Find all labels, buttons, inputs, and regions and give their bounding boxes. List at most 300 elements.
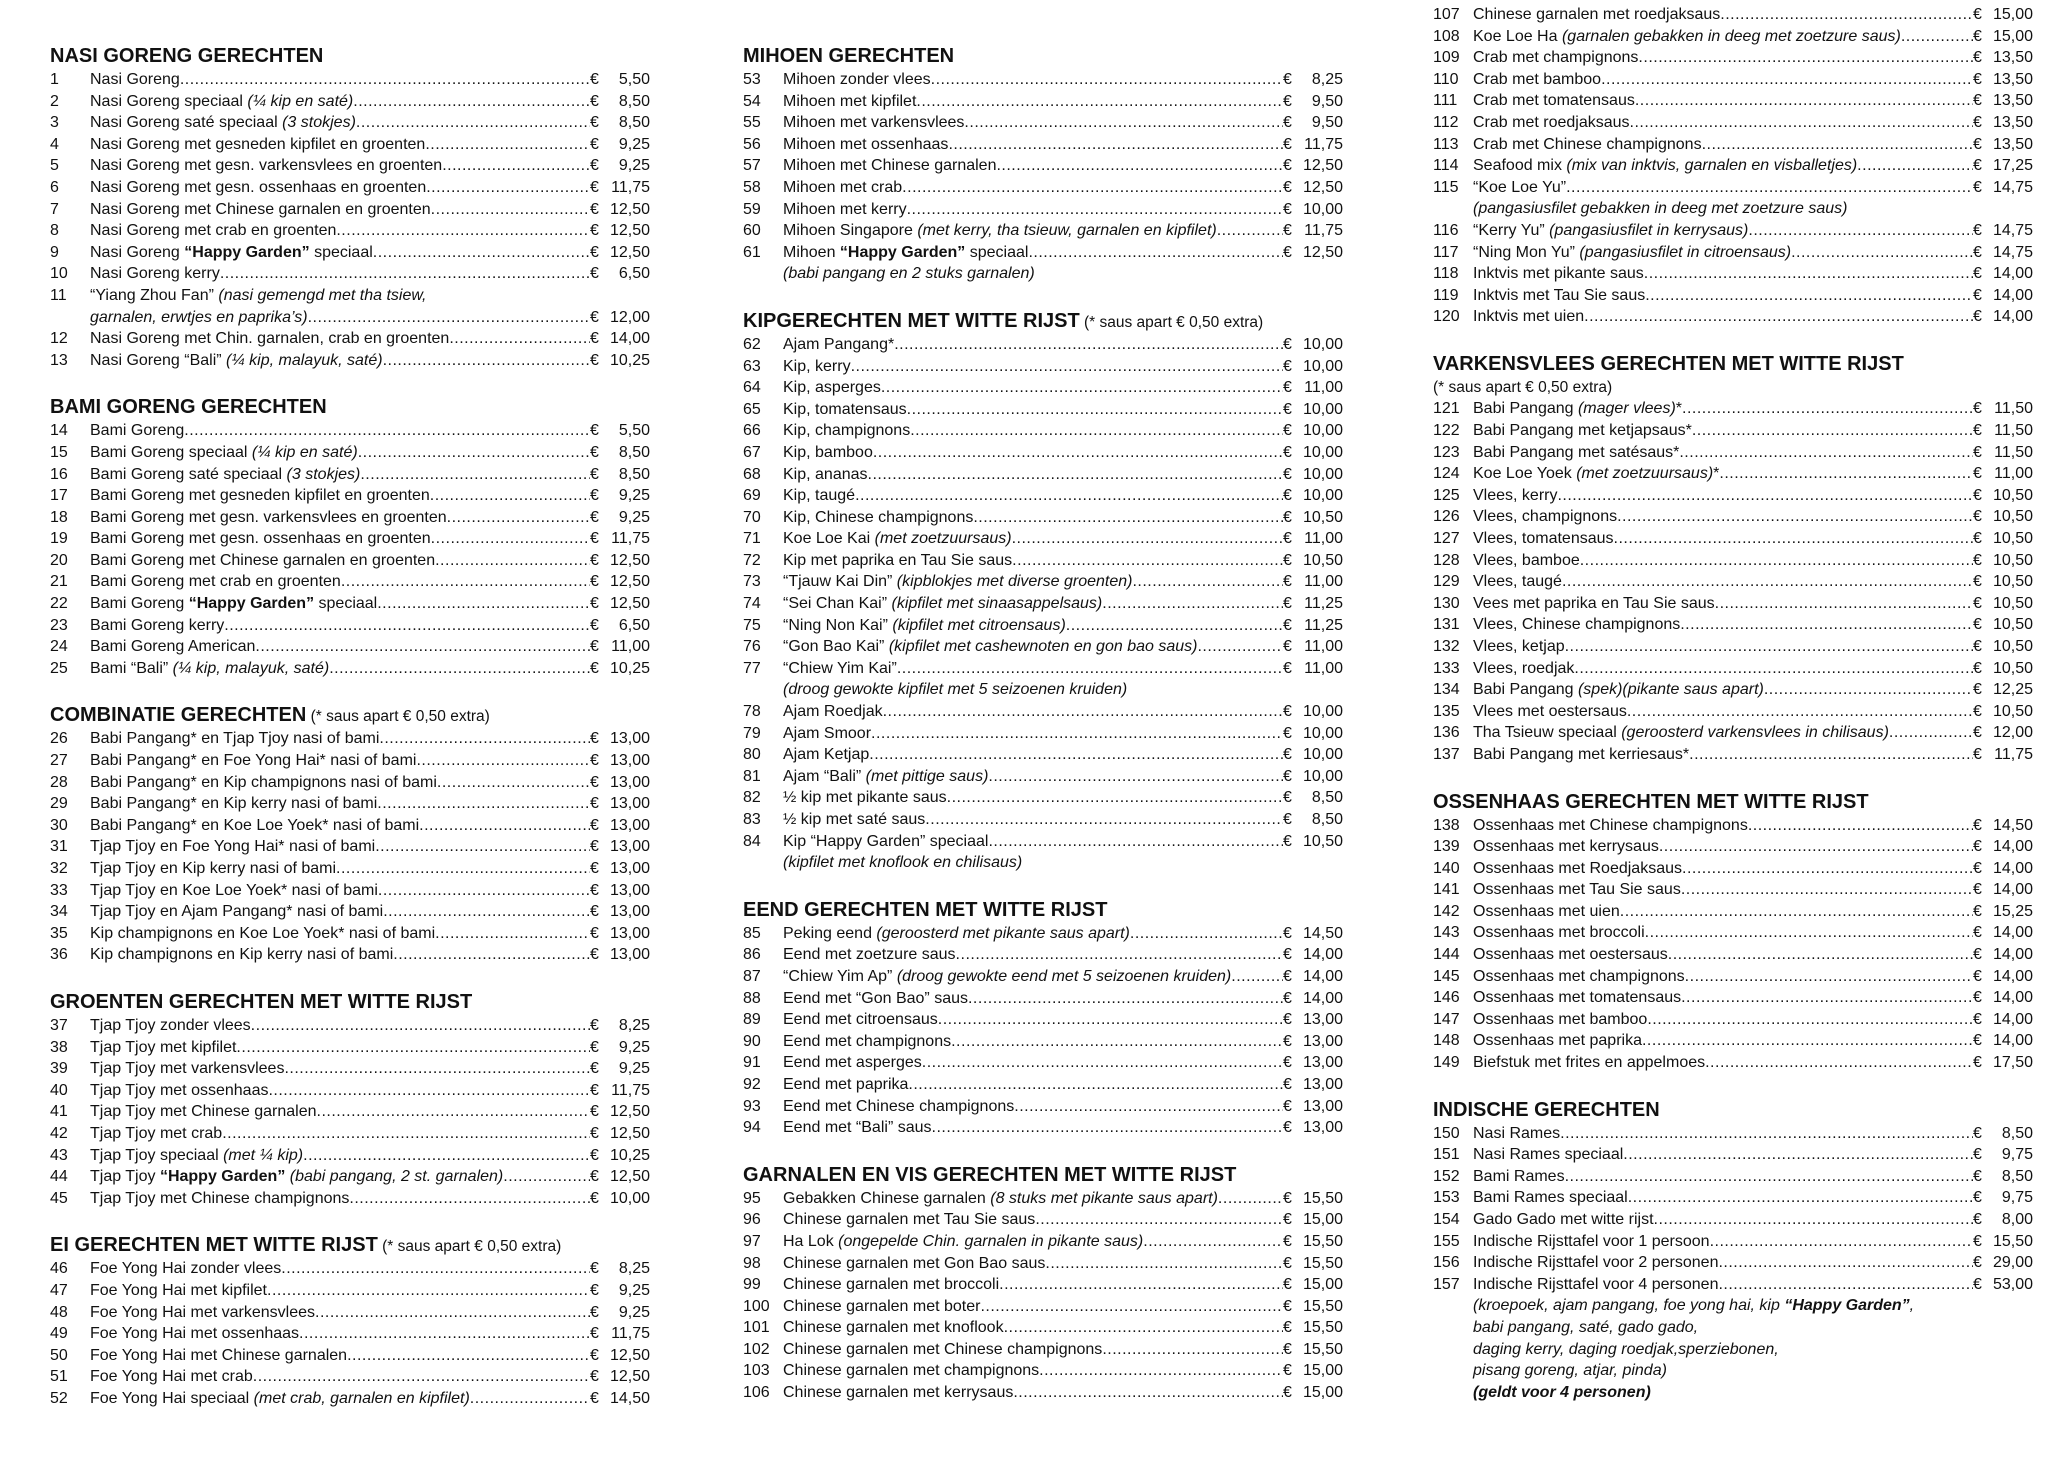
menu-item [50,1037,650,1059]
item-name: Peking eend [783,924,872,942]
item-description [90,636,255,658]
menu-item [50,177,650,199]
item-price: 13,00 [609,773,650,791]
item-description [1473,528,1614,550]
continuation-text: (kroepoek, ajam pangang, foe yong hai, kip [1473,1297,1785,1315]
item-price: 8,50 [618,465,650,483]
item-price: 10,50 [1992,486,2033,504]
menu-item [50,1258,650,1280]
item-number: 111 [1433,92,1458,110]
section-title-note: (* saus apart € 0,50 extra) [377,1238,562,1256]
currency-symbol: € [1283,659,1292,677]
item-price: 13,50 [1992,70,2033,88]
menu-item [1433,1009,2033,1031]
currency-symbol: € [1283,508,1292,526]
menu-item [1433,1030,2033,1052]
item-name: Inktvis met pikante saus [1473,265,1644,283]
item-note: (nasi gemengd met tha tsiew, [213,286,427,304]
menu-section [50,395,650,679]
dot-leader [1628,1187,1973,1209]
dot-leader [220,263,590,285]
item-price: 14,00 [609,330,650,348]
item-number: 20 [50,551,68,569]
item-number: 29 [50,795,68,813]
item-note: (pangasiusfilet gebakken in deeg met zoetzure saus) [1473,200,1848,218]
dot-leader [1681,987,1973,1009]
dot-leader [360,464,590,486]
menu-item [1433,69,2033,91]
currency-symbol: € [1283,746,1292,764]
menu-section [743,309,1343,874]
item-description [90,728,379,750]
dot-leader [902,177,1283,199]
dot-leader [1748,220,1973,242]
item-number: 103 [743,1362,770,1380]
item-price: 14,00 [1992,989,2033,1007]
item-name: Indische Rijsttafel voor 4 personen [1473,1275,1719,1293]
item-price: 12,50 [609,1124,650,1142]
dot-leader [1580,550,1973,572]
item-note: (3 stokjes) [282,465,361,483]
item-name: Kip champignons en Koe Loe Yoek* nasi of bami [90,924,436,942]
item-description [90,1302,315,1324]
item-name: Nasi Goreng met crab en groenten [90,222,337,240]
currency-symbol: € [590,1389,599,1407]
currency-symbol: € [590,200,599,218]
item-number: 122 [1433,422,1460,439]
menu-item [50,528,650,550]
item-name: Bami Goreng saté speciaal [90,465,283,483]
menu-item [1433,879,2033,901]
currency-symbol: € [590,551,599,569]
dot-leader [503,1166,590,1188]
item-number: 107 [1433,6,1460,23]
item-description [1473,506,1617,528]
menu-item [743,485,1343,507]
item-number: 45 [50,1189,68,1207]
menu-item [1433,1231,2033,1253]
item-number: 76 [743,638,761,656]
item-price: 14,00 [1992,1032,2033,1050]
item-name: Gebakken Chinese garnalen [783,1189,986,1207]
menu-item [743,1339,1343,1361]
item-name: Tjap Tjoy met Chinese garnalen [90,1103,317,1121]
item-description [783,1031,951,1053]
item-name: Mihoen Singapore [783,222,913,240]
dot-leader [1635,90,1973,112]
item-description [90,1280,267,1302]
currency-symbol: € [590,638,599,656]
item-price: 10,00 [1302,746,1343,764]
section-title [1433,1098,2033,1123]
dot-leader [329,658,590,680]
item-name: Nasi Goreng saté speciaal [90,114,278,132]
item-description [90,91,353,113]
item-name: Foe Yong Hai met kipfilet [90,1281,267,1299]
item-number: 2 [50,92,59,110]
dot-leader [379,728,590,750]
item-name: Ossenhaas met Chinese champignons [1473,816,1748,834]
item-number: 58 [743,178,761,196]
continuation-text: babi pangang, saté, gado gado, [1473,1318,1699,1336]
currency-symbol: € [1283,335,1292,353]
item-number: 15 [50,443,68,461]
item-description [783,550,1012,572]
dot-leader [988,831,1283,853]
item-number: 18 [50,508,68,526]
menu-item [1433,636,2033,658]
currency-symbol: € [1973,594,1982,612]
item-number: 114 [1433,157,1459,175]
item-price: 10,50 [1992,616,2033,634]
currency-symbol: € [1973,243,1982,261]
continuation-text: , [1909,1297,1915,1315]
item-name: Bami Goreng met crab en groenten [90,573,341,591]
item-description [1473,442,1679,464]
item-description [783,1382,1013,1404]
currency-symbol: € [1973,1232,1982,1250]
item-name: Tjap Tjoy zonder vlees [90,1016,251,1034]
item-description [1473,1209,1654,1231]
item-description [90,836,375,858]
menu-item [1433,485,2033,507]
menu-item [1433,198,2033,220]
currency-symbol: € [590,265,599,283]
menu-section [1433,4,2033,328]
item-number: 102 [743,1340,770,1358]
item-name: Kip, Chinese champignons [783,508,974,526]
menu-item [50,1366,650,1388]
item-name: Babi Pangang met satésaus* [1473,443,1680,461]
item-number: 108 [1433,27,1460,45]
item-number: 145 [1433,967,1460,985]
dot-leader [356,112,590,134]
item-number: 26 [50,730,68,748]
item-description [90,464,360,486]
currency-symbol: € [1283,616,1292,634]
item-number: 17 [50,487,68,505]
dot-leader [253,1366,590,1388]
item-name: Eend met champignons [783,1032,952,1050]
item-name: Crab met champignons [1473,49,1639,67]
item-number: 137 [1433,745,1460,763]
item-description [783,507,973,529]
item-name: Crab met bamboo [1473,70,1602,88]
item-price: 12,50 [609,200,650,218]
currency-symbol: € [1283,92,1292,110]
dot-leader [1857,155,1973,177]
item-number: 22 [50,595,68,613]
dot-leader [1901,26,1973,48]
dot-leader [1143,1231,1283,1253]
menu-item [50,901,650,923]
item-description [783,1274,999,1296]
menu-item [1433,112,2033,134]
menu-item [50,750,650,772]
item-price: 9,25 [618,1303,650,1321]
menu-item [743,593,1343,615]
item-description [90,1015,251,1037]
item-price: 12,50 [609,1103,650,1121]
item-name: Foe Yong Hai met Chinese garnalen [90,1346,348,1364]
item-number: 92 [743,1075,761,1093]
currency-symbol: € [1283,157,1292,175]
item-number: 63 [743,357,761,375]
item-description [90,1166,503,1188]
menu-item [743,1009,1343,1031]
item-price: 14,00 [1302,967,1343,985]
menu-item [50,442,650,464]
item-description [90,177,426,199]
item-continuation [1433,1339,2033,1361]
section-title [743,44,1343,69]
continuation-text: daging kerry, daging roedjak,sperziebonen, [1473,1340,1779,1358]
item-number: 124 [1433,465,1460,483]
item-name: Ajam Roedjak [783,703,883,721]
item-price: 14,00 [1992,308,2033,326]
item-price: 13,00 [1302,1097,1343,1115]
currency-symbol: € [1973,881,1982,899]
dot-leader [897,658,1283,680]
currency-symbol: € [1973,1146,1982,1164]
item-name: Nasi Goreng [90,243,185,261]
item-price: 10,25 [609,1146,650,1164]
dot-leader [317,1101,591,1123]
currency-symbol: € [1283,1032,1292,1050]
item-price: 12,00 [609,308,650,326]
item-price: 10,50 [1992,508,2033,526]
item-name: Ajam Pangang* [783,335,895,353]
menu-column-3 [1433,4,2033,1427]
currency-symbol: € [1973,745,1982,763]
dot-leader [1197,636,1283,658]
item-number: 93 [743,1097,761,1115]
item-price: 15,00 [1302,1384,1343,1402]
item-name: Vlees, kerry [1473,486,1558,504]
item-price: 10,00 [1302,724,1343,742]
menu-item [743,658,1343,680]
menu-section [743,898,1343,1139]
menu-item [743,134,1343,156]
item-name: Ajam Smoor [783,724,872,742]
menu-item [743,1096,1343,1118]
currency-symbol: € [1973,1054,1982,1072]
item-name: Tjap Tjoy met Chinese champignons [90,1189,350,1207]
menu-item [50,420,650,442]
item-price: 8,50 [618,443,650,461]
menu-item [1433,1187,2033,1209]
item-price: 10,50 [1992,529,2033,547]
item-name: Kip, tomatensaus [783,400,907,418]
item-note: (pangasiusfilet in citroensaus) [1574,243,1792,261]
menu-item [1433,658,2033,680]
item-description [1473,1123,1560,1145]
item-description [90,750,416,772]
menu-column-1 [50,44,650,1433]
item-price: 14,75 [1992,243,2033,261]
item-description [783,134,948,156]
menu-item [1433,306,2033,328]
item-description [783,399,907,421]
item-name: Eend met asperges [783,1054,922,1072]
item-name: Gado Gado met witte rijst [1473,1211,1654,1228]
item-description [783,177,902,199]
item-price: 13,00 [609,946,650,964]
item-name: “Ning Non Kai” [783,616,888,634]
item-name: Ossenhaas met Roedjaksaus [1473,859,1682,877]
dot-leader [1584,306,1973,328]
menu-item [1433,506,2033,528]
item-price: 8,25 [618,1016,650,1034]
item-name: Mihoen met kipfilet [783,92,917,110]
item-name: Ossenhaas met bamboo [1473,1010,1648,1028]
menu-item [50,858,650,880]
currency-symbol: € [1973,135,1982,153]
item-description [90,134,425,156]
item-price: 15,50 [1302,1254,1343,1272]
item-price: 12,25 [1992,681,2033,699]
menu-item [1433,966,2033,988]
dot-leader [1004,1317,1283,1339]
currency-symbol: € [1973,924,1982,942]
item-number: 150 [1433,1124,1460,1142]
item-number: 50 [50,1346,68,1364]
item-description [783,1360,1039,1382]
item-number: 74 [743,595,761,613]
dot-leader [1566,177,1973,199]
dot-leader [425,134,590,156]
item-description [90,285,426,307]
currency-symbol: € [1973,157,1982,175]
item-number: 142 [1433,902,1460,920]
dot-leader [299,1323,590,1345]
item-price: 13,00 [1302,1011,1343,1029]
dot-leader [910,420,1283,442]
item-description [90,550,435,572]
item-description [1473,815,1748,837]
currency-symbol: € [1973,551,1982,569]
menu-item [50,1388,650,1410]
item-number: 94 [743,1119,761,1137]
currency-symbol: € [590,243,599,261]
menu-item [1433,1274,2033,1296]
item-number: 87 [743,967,761,985]
item-description [1473,614,1680,636]
item-description [783,112,964,134]
item-number: 154 [1433,1211,1460,1228]
section-title [50,703,650,728]
item-name: Bami Goreng American [90,638,256,656]
item-number: 7 [50,200,59,218]
currency-symbol: € [590,773,599,791]
menu-item [50,507,650,529]
dot-leader [951,1031,1283,1053]
currency-symbol: € [1283,422,1292,440]
item-description [1473,47,1638,69]
item-name: Mihoen zonder vlees [783,71,931,88]
item-price: 11,50 [1994,400,2033,418]
item-description [90,1345,347,1367]
item-price: 14,00 [1302,989,1343,1007]
item-number: 131 [1433,616,1460,634]
dot-leader [281,1258,590,1280]
item-description [90,815,419,837]
dot-leader [426,177,590,199]
item-price: 15,50 [1302,1297,1343,1315]
item-note: (mix van inktvis, garnalen en visballetjes) [1561,157,1858,175]
dot-leader [1132,571,1283,593]
menu-item [50,1345,650,1367]
item-description [90,199,431,221]
item-number: 44 [50,1168,68,1186]
item-description [783,1074,908,1096]
item-description [783,571,1132,593]
item-number: 8 [50,222,59,240]
dot-leader [268,1080,590,1102]
item-number: 46 [50,1260,68,1278]
currency-symbol: € [590,1146,599,1164]
item-description [1473,420,1692,442]
item-name-suffix: * [1713,465,1720,483]
menu-item [50,155,650,177]
item-description [90,880,378,902]
item-price: 15,50 [1992,1232,2033,1250]
item-note: (kipblokjes met diverse groenten) [892,573,1133,591]
item-number: 53 [743,71,761,88]
currency-symbol: € [1973,946,1982,964]
dot-leader [1028,242,1283,264]
dot-leader [1719,463,1973,485]
item-description [783,1253,1045,1275]
section-title-text: EEND GERECHTEN MET WITTE RIJST [743,898,1108,921]
dot-leader [851,356,1283,378]
menu-item [1433,571,2033,593]
item-price: 8,00 [2001,1211,2033,1228]
item-description [783,91,916,113]
item-name: Crab met roedjaksaus [1473,113,1630,131]
item-description [783,377,881,399]
currency-symbol: € [1283,379,1292,397]
dot-leader [347,1345,590,1367]
item-number: 153 [1433,1189,1460,1207]
item-note: (kipfilet met citroensaus) [887,616,1066,634]
item-description [1473,658,1574,680]
menu-item [743,1188,1343,1210]
item-description [1473,944,1668,966]
section-title-text: INDISCHE GERECHTEN [1433,1098,1660,1121]
menu-item [50,836,650,858]
item-price: 15,50 [1302,1319,1343,1337]
item-name: “Yiang Zhou Fan” [90,286,214,304]
dot-leader [1682,858,1973,880]
dot-leader [431,199,590,221]
currency-symbol: € [1973,681,1982,699]
dot-leader [1217,220,1283,242]
item-name: Nasi Rames [1473,1124,1561,1142]
item-name: Foe Yong Hai met crab [90,1368,253,1386]
item-number: 106 [743,1384,770,1402]
item-description [783,787,947,809]
item-price: 12,50 [609,222,650,240]
item-number: 64 [743,379,761,397]
item-note: (garnalen gebakken in deeg met zoetzure saus) [1557,27,1901,45]
item-name: Inktvis met Tau Sie saus [1473,286,1646,304]
item-price: 12,50 [609,1346,650,1364]
item-number: 95 [743,1189,761,1207]
item-description [1473,901,1620,923]
item-price: 14,00 [1992,838,2033,856]
menu-item [743,507,1343,529]
